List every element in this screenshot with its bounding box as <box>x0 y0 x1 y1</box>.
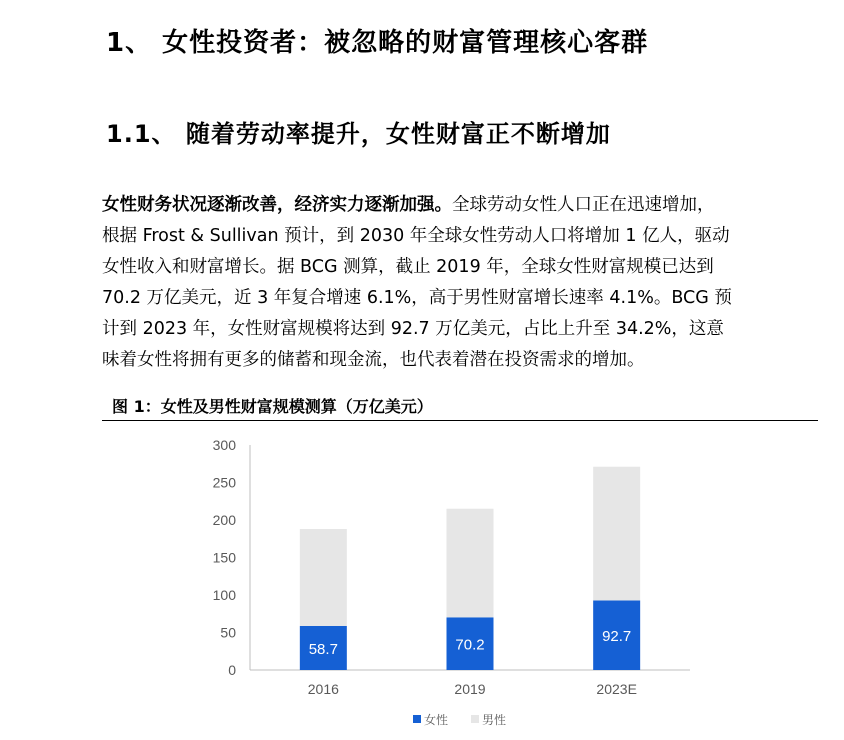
x-tick-label: 2023E <box>596 681 637 697</box>
x-tick-label: 2016 <box>307 681 339 697</box>
y-tick-label: 50 <box>220 624 236 641</box>
legend-label-male: 男性 <box>482 713 507 727</box>
data-label: 70.2 <box>455 636 485 654</box>
paragraph-line-5: 计到 2023 年，女性财富规模将达到 92.7 万亿美元，占比上升至 34.2%，这意 <box>102 319 724 339</box>
paragraph-line-2: 根据 Frost & Sullivan 预计，到 2030 年全球女性劳动人口将增加 1 亿人，驱动 <box>102 226 730 246</box>
y-tick-label: 300 <box>212 437 236 453</box>
paragraph-line-1-text: 全球劳动女性人口正在迅速增加， <box>452 195 715 215</box>
legend-swatch-female <box>413 715 421 723</box>
paragraph-line-4: 70.2 万亿美元，近 3 年复合增速 6.1%，高于男性财富增长速率 4.1%。BCG 预 <box>102 288 732 308</box>
y-tick-label: 200 <box>212 512 236 528</box>
paragraph-line-3: 女性收入和财富增长。据 BCG 测算，截止 2019 年，全球女性财富规模已达到 <box>102 257 714 277</box>
subsection-heading: 1.1、 随着劳动率提升，女性财富正不断增加 <box>106 120 611 148</box>
data-label: 92.7 <box>602 628 632 646</box>
bar-male-2016 <box>300 529 347 626</box>
bar-male-2023e <box>593 467 640 601</box>
section-heading: 1、 女性投资者：被忽略的财富管理核心客群 <box>106 28 649 58</box>
paragraph-line-1 <box>102 190 822 221</box>
bar-male-2019 <box>447 509 494 618</box>
body-paragraph <box>102 190 822 376</box>
wealth-bar-chart <box>180 430 700 740</box>
legend-swatch-male <box>471 715 479 723</box>
figure-rule <box>102 420 818 421</box>
x-tick-label: 2019 <box>454 681 486 697</box>
y-tick-label: 150 <box>212 549 236 566</box>
figure-title: 图 1：女性及男性财富规模测算（万亿美元） <box>112 397 433 416</box>
y-tick-label: 250 <box>212 474 236 491</box>
y-tick-label: 100 <box>212 587 236 603</box>
legend-label-female: 女性 <box>424 713 449 727</box>
paragraph-lead: 女性财务状况逐渐改善，经济实力逐渐加强。 <box>102 195 452 215</box>
data-label: 58.7 <box>308 640 338 658</box>
y-tick-label: 0 <box>228 662 236 678</box>
paragraph-line-6: 味着女性将拥有更多的储蓄和现金流，也代表着潜在投资需求的增加。 <box>102 350 645 370</box>
